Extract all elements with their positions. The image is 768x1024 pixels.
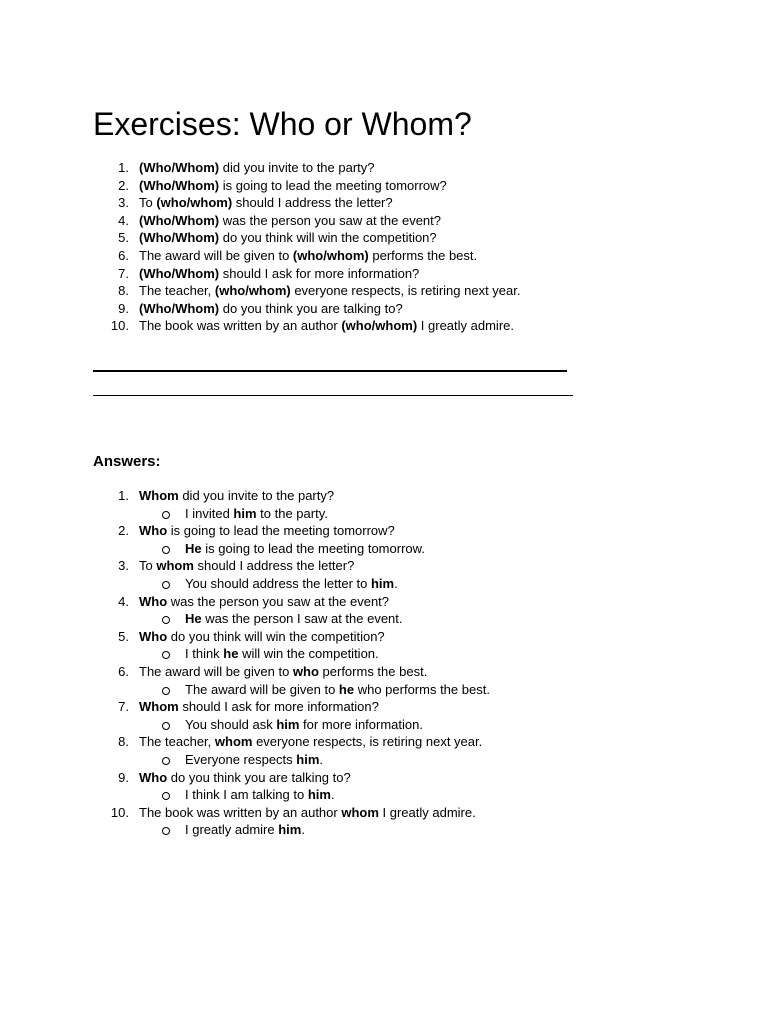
bold-text: (Who/Whom)	[139, 160, 220, 175]
bold-text: He	[185, 540, 202, 556]
exercise-item	[93, 212, 521, 230]
text-segment: .	[394, 575, 398, 591]
exercise-item	[93, 229, 521, 247]
answer-explanation	[93, 505, 490, 523]
text-segment: everyone respects, is retiring next year.	[252, 734, 483, 750]
text-segment: I think I am talking to	[185, 787, 308, 803]
item-number: 9.	[118, 300, 129, 316]
item-number: 7.	[118, 265, 129, 281]
text-segment: should I ask for more information?	[219, 265, 420, 281]
item-number: 1.	[118, 160, 129, 175]
exercise-item	[93, 159, 521, 177]
page-title: Exercises: Who or Whom?	[93, 106, 472, 142]
circle-bullet-icon	[162, 651, 170, 659]
bold-text: (Who/Whom)	[139, 265, 220, 281]
circle-bullet-icon	[162, 827, 170, 835]
bold-text: him	[278, 822, 302, 838]
text-segment: do you think will win the competition?	[219, 230, 437, 246]
answer-item	[93, 663, 490, 681]
item-number: 5.	[118, 230, 129, 246]
exercise-item	[93, 282, 521, 300]
answer-item	[93, 769, 490, 787]
exercise-item	[93, 265, 521, 283]
bold-text: (Who/Whom)	[139, 177, 220, 193]
text-segment: should I address the letter?	[193, 558, 355, 574]
bold-text: (who/whom)	[156, 195, 233, 211]
exercise-list	[93, 159, 521, 335]
text-segment: performs the best.	[368, 247, 478, 263]
bold-text: him	[370, 575, 395, 591]
answer-item	[93, 522, 490, 540]
text-segment: I think	[185, 646, 224, 662]
text-segment: performs the best.	[318, 663, 428, 679]
circle-bullet-icon	[162, 722, 170, 730]
bold-text: Whom	[139, 699, 179, 715]
answer-item	[93, 593, 490, 611]
answer-explanation	[93, 751, 490, 769]
text-segment: I invited	[185, 505, 234, 521]
item-number: 3.	[118, 195, 129, 211]
text-segment: is going to lead the meeting tomorrow?	[219, 177, 447, 193]
text-segment: was the person you saw at the event?	[219, 212, 441, 228]
text-segment: do you think you are talking to?	[167, 769, 351, 785]
item-number: 7.	[118, 699, 129, 715]
bold-text: he	[338, 681, 355, 697]
circle-bullet-icon	[162, 757, 170, 765]
text-segment: The book was written by an author	[139, 804, 342, 820]
item-number: 4.	[118, 212, 129, 228]
item-number: 1.	[118, 488, 129, 503]
text-segment: The teacher,	[139, 734, 215, 750]
circle-bullet-icon	[162, 616, 170, 624]
exercise-item	[93, 194, 521, 212]
text-segment: I greatly admire.	[417, 318, 514, 334]
bold-text: him	[233, 505, 257, 521]
circle-bullet-icon	[162, 511, 170, 519]
circle-bullet-icon	[162, 546, 170, 554]
text-segment: who performs the best.	[354, 681, 490, 697]
text-segment: I greatly admire.	[378, 804, 476, 820]
item-number: 3.	[118, 558, 129, 574]
answer-item	[93, 733, 490, 751]
answer-item	[93, 557, 490, 575]
bold-text: Who	[139, 593, 168, 609]
exercise-item	[93, 177, 521, 195]
answer-explanation	[93, 786, 490, 804]
answer-explanation	[93, 610, 490, 628]
text-segment: You should ask	[185, 716, 277, 732]
text-segment: The book was written by an author	[139, 318, 342, 334]
text-segment: did you invite to the party?	[219, 160, 375, 175]
bold-text: him	[296, 751, 320, 767]
text-segment: I greatly admire	[185, 822, 279, 838]
answer-explanation	[93, 821, 490, 839]
answer-item	[93, 487, 490, 505]
bold-text: him	[307, 787, 331, 803]
bold-text: Who	[139, 523, 168, 539]
text-segment: was the person you saw at the event?	[167, 593, 390, 609]
bold-text: (who/whom)	[214, 283, 291, 299]
bold-text: (Who/Whom)	[139, 230, 220, 246]
bold-text: He	[185, 611, 202, 627]
bold-text: he	[223, 646, 239, 662]
bold-text: Who	[139, 628, 168, 644]
text-segment: The award will be given to	[139, 247, 293, 263]
text-segment: The award will be given to	[185, 681, 339, 697]
item-number: 10.	[110, 318, 129, 334]
bold-text: Who	[139, 769, 168, 785]
text-segment: is going to lead the meeting tomorrow.	[201, 540, 425, 556]
exercise-item	[93, 247, 521, 265]
text-segment: should I ask for more information?	[178, 699, 379, 715]
text-segment: .	[301, 822, 305, 838]
item-number: 2.	[118, 177, 129, 193]
circle-bullet-icon	[162, 581, 170, 589]
item-number: 5.	[118, 628, 129, 644]
answer-explanation	[93, 716, 490, 734]
text-segment: is going to lead the meeting tomorrow?	[167, 523, 395, 539]
answer-item	[93, 698, 490, 716]
divider-line	[93, 370, 567, 372]
bold-text: who	[292, 663, 319, 679]
answer-explanation	[93, 681, 490, 699]
answer-item	[93, 628, 490, 646]
item-number: 4.	[118, 593, 129, 609]
divider-line	[93, 395, 573, 396]
answer-explanation	[93, 645, 490, 663]
text-segment: The teacher,	[139, 283, 215, 299]
text-segment: do you think you are talking to?	[219, 300, 403, 316]
text-segment: should I address the letter?	[232, 195, 393, 211]
text-segment: .	[330, 787, 335, 803]
exercise-item	[93, 300, 521, 318]
text-segment: for more information.	[299, 716, 423, 732]
bold-text: (Who/Whom)	[139, 212, 220, 228]
bold-text: whom	[341, 804, 379, 820]
item-number: 8.	[118, 734, 129, 750]
answer-list	[93, 487, 490, 839]
bold-text: (who/whom)	[292, 247, 369, 263]
text-segment: Everyone respects	[185, 751, 297, 767]
bold-text: whom	[156, 558, 194, 574]
answer-explanation	[93, 540, 490, 558]
bold-text: (who/whom)	[341, 318, 418, 334]
bold-text: (Who/Whom)	[139, 300, 220, 316]
item-number: 10.	[110, 804, 129, 820]
text-segment: to the party.	[256, 505, 328, 521]
text-segment: To	[139, 558, 157, 574]
item-number: 8.	[118, 283, 129, 299]
bold-text: him	[276, 716, 300, 732]
text-segment: will win the competition.	[238, 646, 379, 662]
item-number: 6.	[118, 663, 129, 679]
text-segment: The award will be given to	[139, 663, 293, 679]
circle-bullet-icon	[162, 792, 170, 800]
item-number: 6.	[118, 247, 129, 263]
text-segment: .	[319, 751, 324, 767]
text-segment: do you think will win the competition?	[167, 628, 385, 644]
bold-text: whom	[214, 734, 253, 750]
answer-explanation	[93, 575, 490, 593]
bold-text: Whom	[139, 488, 179, 503]
text-segment: everyone respects, is retiring next year.	[290, 283, 521, 299]
exercise-item	[93, 317, 521, 335]
text-segment: did you invite to the party?	[178, 488, 335, 503]
circle-bullet-icon	[162, 687, 170, 695]
text-segment: was the person I saw at the event.	[201, 611, 403, 627]
text-segment: To	[139, 195, 157, 211]
answer-item	[93, 804, 490, 822]
item-number: 2.	[118, 523, 129, 539]
text-segment: You should address the letter to	[185, 575, 371, 591]
answers-heading: Answers:	[93, 453, 161, 470]
item-number: 9.	[118, 769, 129, 785]
